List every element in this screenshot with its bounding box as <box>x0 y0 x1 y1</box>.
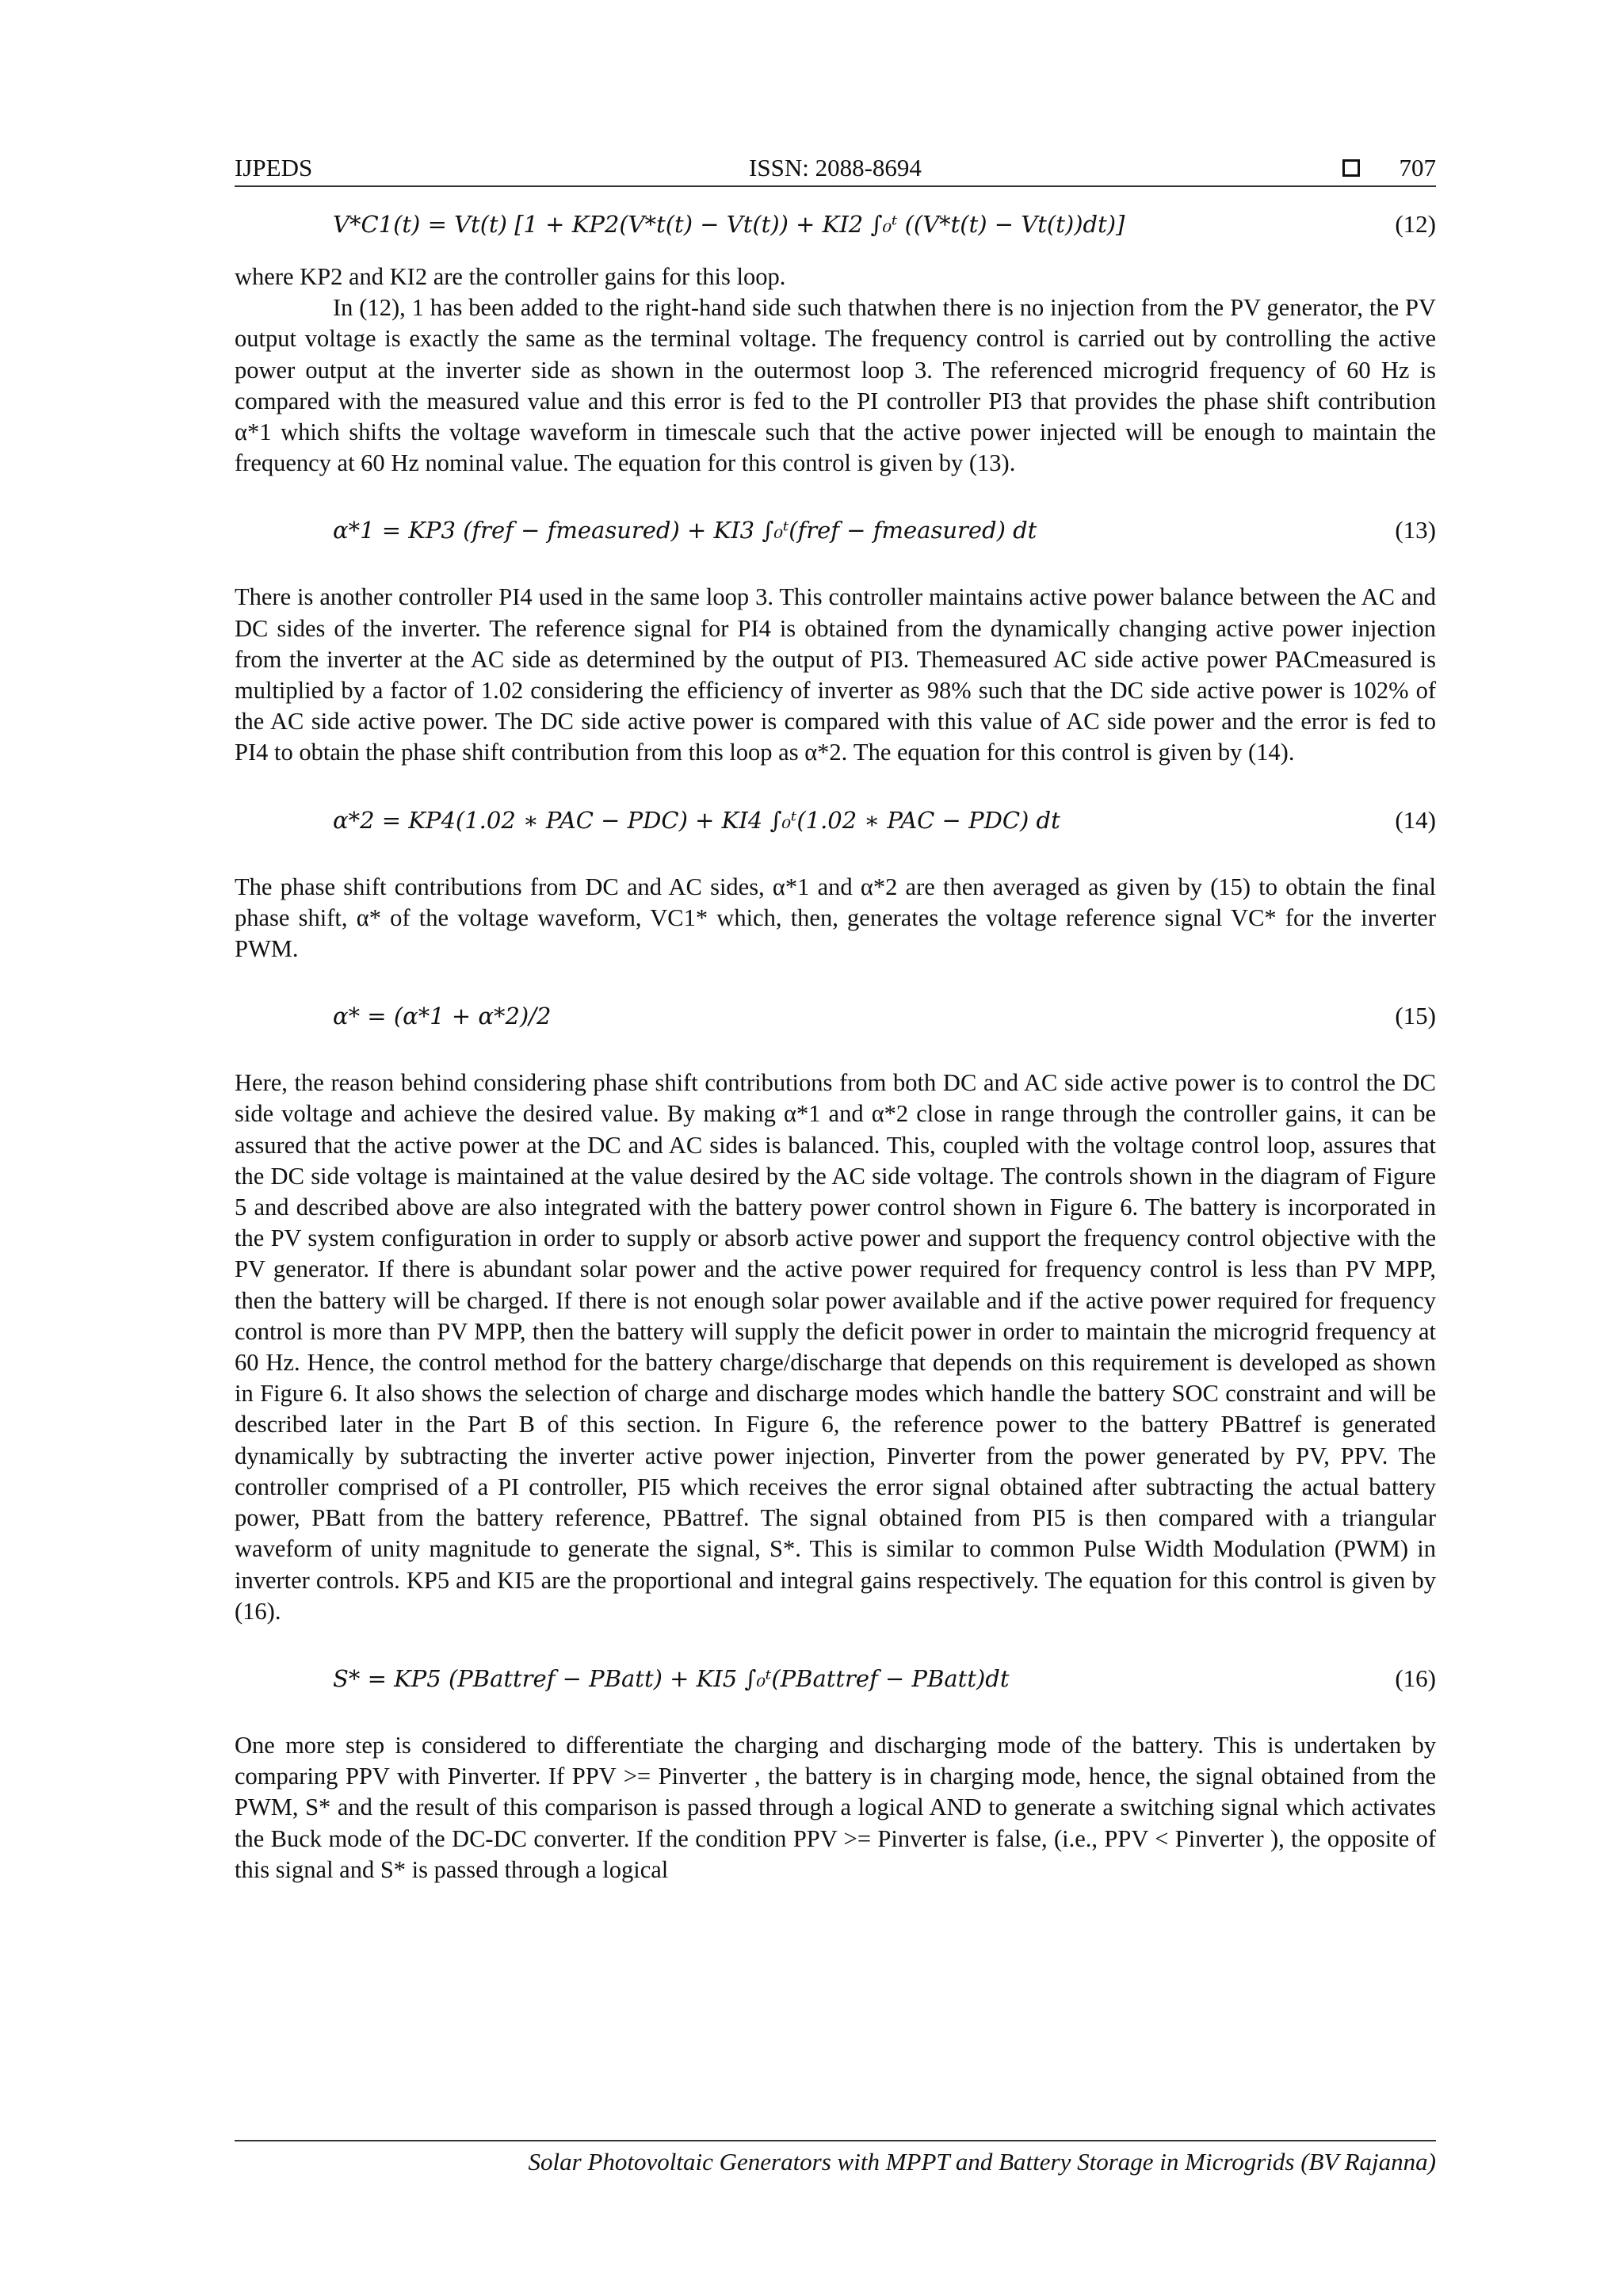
issn: ISSN: 2088-8694 <box>749 154 922 181</box>
equation-number: (13) <box>1395 516 1436 544</box>
page-number: 707 <box>1399 154 1436 181</box>
equation-number: (14) <box>1395 805 1436 834</box>
paragraph: where KP2 and KI2 are the controller gains for this loop. <box>235 263 786 290</box>
page-footer: Solar Photovoltaic Generators with MPPT and Battery Storage in Microgrids (BV Rajanna) <box>235 2140 1436 2176</box>
equation-15 <box>235 988 1436 1044</box>
paragraph: The phase shift contributions from DC and AC sides, α*1 and α*2 are then averaged as given by (15) to obtain the final phase shift, α* of the voltage waveform, VC1* which, then, generates the voltage reference signal VC* for the inverter PWM. <box>235 873 1436 963</box>
equation-expression: S* = KP5 (PBattref − PBatt) + KI5 ∫₀ᵗ(PBattref − PBatt)dt <box>333 1664 1010 1692</box>
header-right <box>1342 151 1437 185</box>
equation-14 <box>235 793 1436 848</box>
equation-12 <box>235 197 1436 252</box>
equation-expression: V*C1(t) = Vt(t) [1 + KP2(V*t(t) − Vt(t)) + KI2 ∫₀ᵗ ((V*t(t) − Vt(t))dt)] <box>333 211 1125 238</box>
equation-expression: α*2 = KP4(1.02 ∗ PAC − PDC) + KI4 ∫₀ᵗ(1.02 ∗ PAC − PDC) dt <box>333 806 1060 834</box>
paragraph: In (12), 1 has been added to the right-hand side such thatwhen there is no injection from the PV generator, the PV output voltage is exactly the same as the terminal voltage. The frequency control is carried out by controlling the active power output at the inverter side as shown in the outermost loop 3. The referenced microgrid frequency of 60 Hz is compared with the measured value and this error is fed to the PI controller PI3 that provides the phase shift contribution α*1 which shifts the voltage waveform in timescale such that the active power injected will be enough to maintain the frequency at 60 Hz nominal value. The equation for this control is given by (13). <box>235 294 1436 477</box>
equation-number: (15) <box>1395 1002 1436 1030</box>
equation-13 <box>235 502 1436 558</box>
equation-expression: α* = (α*1 + α*2)/2 <box>333 1003 552 1030</box>
page-header <box>235 151 1436 187</box>
equation-expression: α*1 = KP3 (fref − fmeasured) + KI3 ∫₀ᵗ(fref − fmeasured) dt <box>333 517 1037 544</box>
page-body <box>235 151 1436 1885</box>
equation-16 <box>235 1651 1436 1706</box>
paragraph: There is another controller PI4 used in the same loop 3. This controller maintains active power balance between the AC and DC sides of the inverter. The reference signal for PI4 is obtained from the dynamically changing active power injection from the inverter at the AC side as determined by the output of PI3. Themeasured AC side active power PACmeasured is multiplied by a factor of 1.02 considering the efficiency of inverter as 98% such that the DC side active power is 102% of the AC side active power. The DC side active power is compared with this value of AC side power and the error is fed to PI4 to obtain the phase shift contribution from this loop as α*2. The equation for this control is given by (14). <box>235 583 1436 766</box>
paragraph: One more step is considered to differentiate the charging and discharging mode of the battery. This is undertaken by comparing PPV with Pinverter. If PPV >= Pinverter , the battery is in charging mode, hence, the signal obtained from the PWM, S* and the result of this comparison is passed through a logical AND to generate a switching signal which activates the Buck mode of the DC-DC converter. If the condition PPV >= Pinverter is false, (i.e., PPV < Pinverter ), the opposite of this signal and S* is passed through a logical <box>235 1731 1436 1883</box>
equation-number: (12) <box>1395 210 1436 238</box>
paragraph: Here, the reason behind considering phase shift contributions from both DC and AC side active power is to control the DC side voltage and achieve the desired value. By making α*1 and α*2 close in range through the controller gains, it can be assured that the active power at the DC and AC sides is balanced. This, coupled with the voltage control loop, assures that the DC side voltage is maintained at the value desired by the AC side voltage. The controls shown in the diagram of Figure 5 and described above are also integrated with the battery power control shown in Figure 6. The battery is incorporated in the PV system configuration in order to supply or absorb active power and support the frequency control objective with the PV generator. If there is abundant solar power and the active power required for frequency control is less than PV MPP, then the battery will be charged. If there is not enough solar power available and if the active power required for frequency control is more than PV MPP, then the battery will supply the deficit power in order to maintain the microgrid frequency at 60 Hz. Hence, the control method for the battery charge/discharge that depends on this requirement is developed as shown in Figure 6. It also shows the selection of charge and discharge modes which handle the battery SOC constraint and will be described later in the Part B of this section. In Figure 6, the reference power to the battery PBattref is generated dynamically by subtracting the inverter active power injection, Pinverter from the power generated by PV, PPV. The controller comprised of a PI controller, PI5 which receives the error signal obtained after subtracting the actual battery power, PBatt from the battery reference, PBattref. The signal obtained from PI5 is then compared with a triangular waveform of unity magnitude to generate the signal, S*. This is similar to common Pulse Width Modulation (PWM) in inverter controls. KP5 and KI5 are the proportional and integral gains respectively. The equation for this control is given by (16). <box>235 1069 1436 1625</box>
journal-name: IJPEDS <box>235 154 313 181</box>
equation-number: (16) <box>1395 1664 1436 1692</box>
square-bullet-icon <box>1342 159 1360 177</box>
